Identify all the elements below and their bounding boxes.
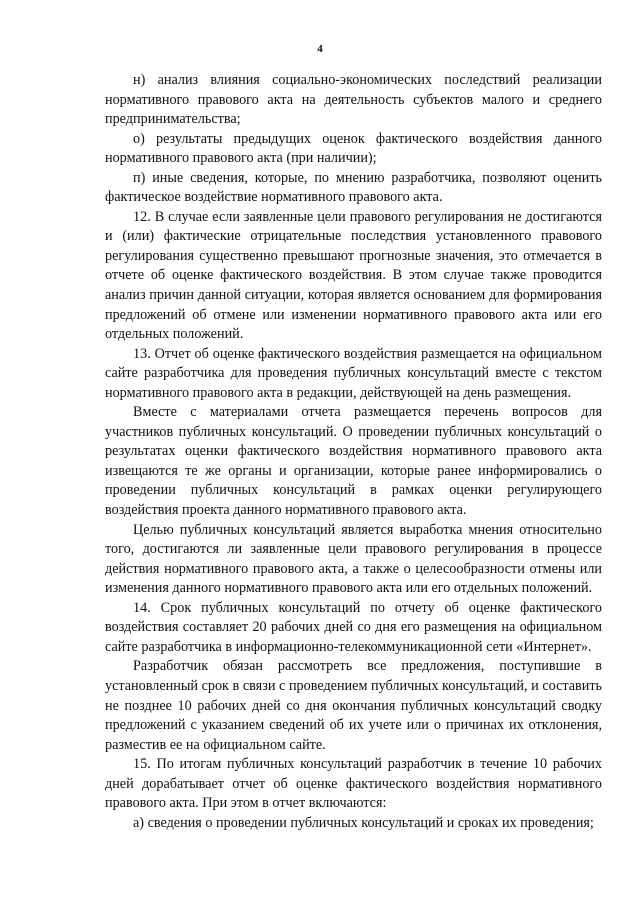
paragraph-section-13-purpose: Целью публичных консультаций является выработка мнения относительно того, достигаются ли заявленные цели правового регулирования в процессе действия нормативного правового акта, а также о целесообразности отмены или изменения данного нормативного правового акта или его отдельных положений. (105, 521, 602, 597)
paragraph-item-p: п) иные сведения, которые, по мнению разработчика, позволяют оценить фактическое воздействие нормативного правового акта. (105, 169, 602, 206)
paragraph-section-13-materials: Вместе с материалами отчета размещается перечень вопросов для участников публичных консультаций. О проведении публичных консультаций о результатах оценки фактического воздействия нормативного правового акта извещаются те же органы и организации, которые ранее информировались о проведении публичных консультаций в рамках оценки регулирующего воздействия проекта данного нормативного правового акта. (105, 404, 602, 519)
paragraph-section-13: 13. Отчет об оценке фактического воздействия размещается на официальном сайте разработчика для проведения публичных консультаций вместе с текстом нормативного правового акта в редакции, действующей на день размещения. (105, 345, 602, 401)
document-body (105, 71, 602, 833)
paragraph-item-a: а) сведения о проведении публичных консультаций и сроках их проведения; (133, 814, 594, 831)
paragraph-item-n: н) анализ влияния социально-экономических последствий реализации нормативного правового акта на деятельность субъектов малого и среднего предпринимательства; (105, 72, 602, 128)
paragraph-section-14: 14. Срок публичных консультаций по отчету об оценке фактического воздействия составляет 20 рабочих дней со дня его размещения на официальном сайте разработчика в информационно-телекоммуникационной сети «Интернет». (105, 599, 602, 655)
page-number: 4 (317, 43, 323, 55)
paragraph-item-o: о) результаты предыдущих оценок фактического воздействия данного нормативного правового акта (при наличии); (105, 130, 602, 167)
paragraph-section-14-developer-duty: Разработчик обязан рассмотреть все предложения, поступившие в установленный срок в связи с проведением публичных консультаций, и составить не позднее 10 рабочих дней со дня окончания публичных консультаций сводку предложений с указанием сведений об их учете или о причинах их отклонения, разместив ее на официальном сайте. (105, 658, 602, 753)
paragraph-section-12: 12. В случае если заявленные цели правового регулирования не достигаются и (или) фактические отрицательные последствия установленного правового регулирования существенно превышают прогнозные значения, это отмечается в отчете об оценке фактического воздействия. В этом случае также проводится анализ причин данной ситуации, которая является основанием для формирования предложений об отмене или изменении нормативного правового акта или его отдельных положений. (105, 208, 602, 343)
paragraph-section-15: 15. По итогам публичных консультаций разработчик в течение 10 рабочих дней дорабатывает отчет об оценке фактического воздействия нормативного правового акта. При этом в отчет включаются: (105, 756, 602, 812)
